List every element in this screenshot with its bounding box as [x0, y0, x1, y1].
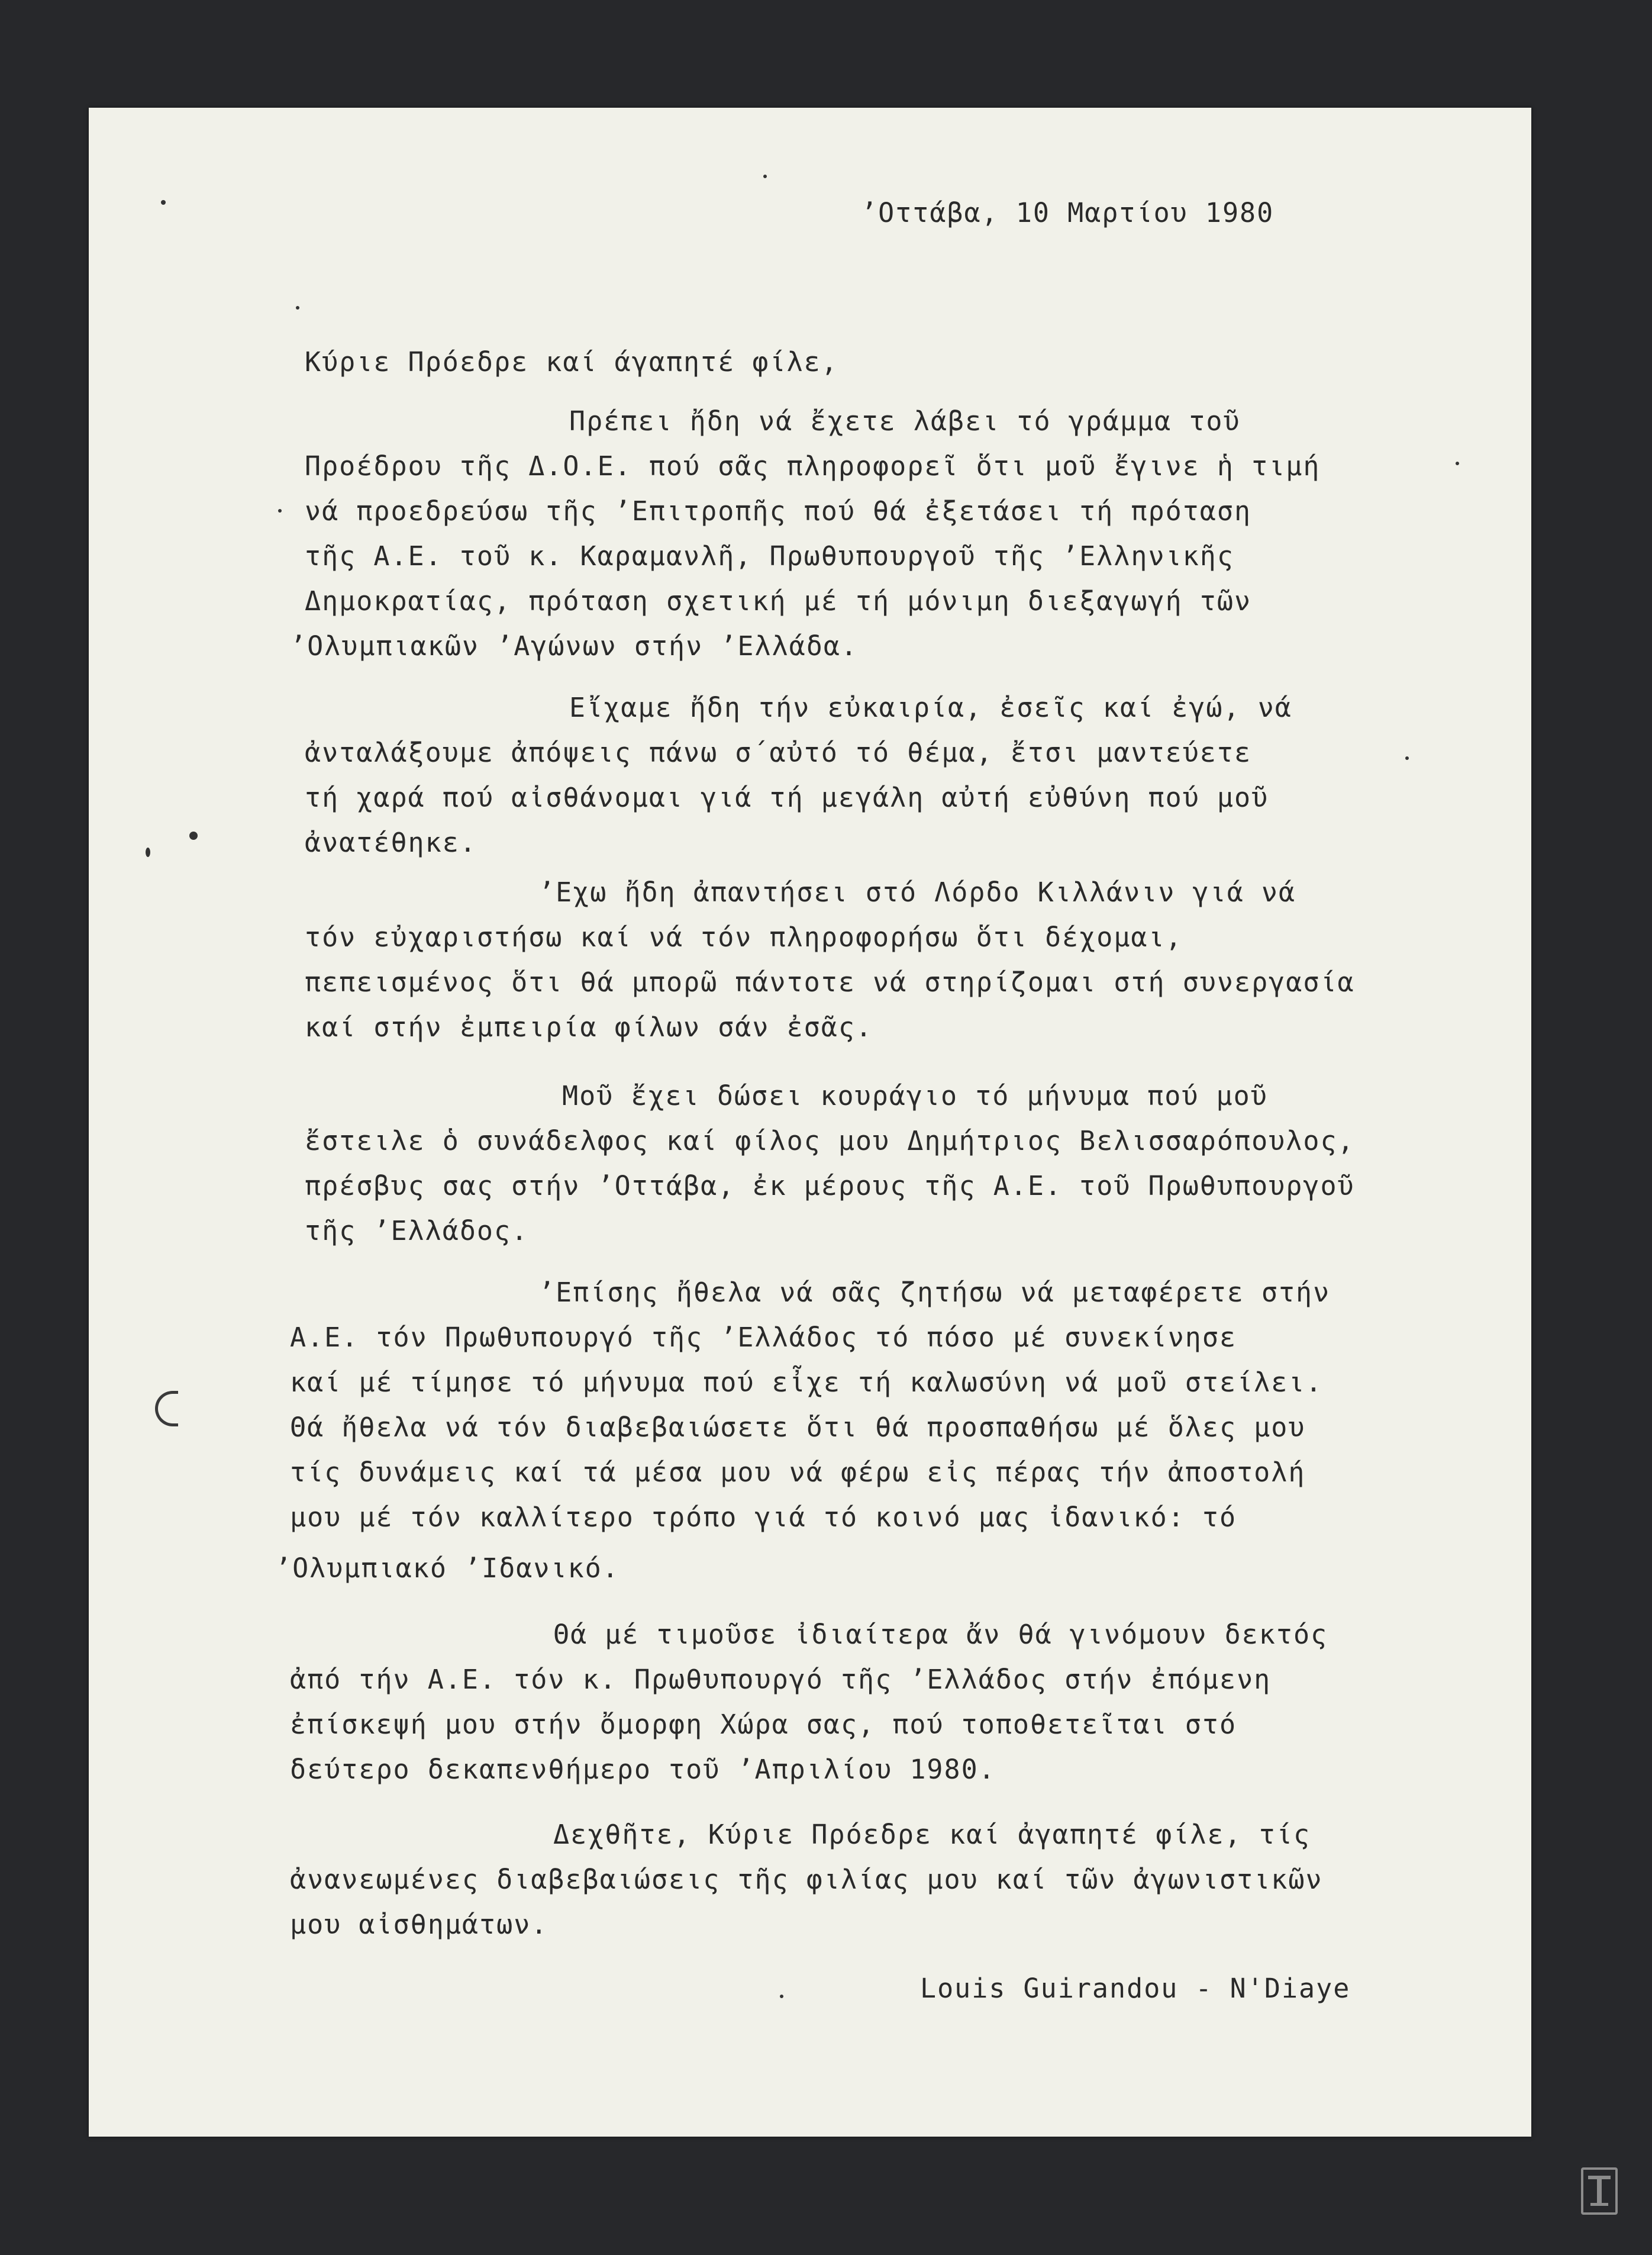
body-line: καί στήν ἐμπειρία φίλων σάν ἐσᾶς. [305, 1011, 873, 1043]
body-line: τῆς ʼΕλλάδος. [305, 1215, 529, 1246]
body-line: ἀπό τήν Α.Ε. τόν κ. Πρωθυπουργό τῆς ʼΕλλάδος στήν ἐπόμενη [290, 1664, 1272, 1695]
body-line: ἀνταλάξουμε ἀπόψεις πάνω σ΄αὐτό τό θέμα, ἔτσι μαντεύετε [305, 737, 1252, 768]
body-line: Θά ἤθελα νά τόν διαβεβαιώσετε ὅτι θά προσπαθήσω μέ ὅλες μου [290, 1412, 1306, 1443]
body-line: νά προεδρεύσω τῆς ʼΕπιτροπῆς πού θά ἐξετάσει τή πρόταση [305, 495, 1252, 527]
body-line: δεύτερο δεκαπενθήμερο τοῦ ʼΑπριλίου 1980. [290, 1754, 996, 1785]
body-line: ἔστειλε ὁ συνάδελφος καί φίλος μου Δημήτριος Βελισσαρόπουλος, [305, 1125, 1355, 1157]
body-line: καί μέ τίμησε τό μήνυμα πού εἶχε τή καλωσύνη νά μοῦ στείλει. [290, 1367, 1323, 1398]
scan-speck [763, 175, 767, 178]
body-line: ʼΟλυμπιακῶν ʼΑγώνων στήν ʼΕλλάδα. [290, 630, 859, 662]
body-line: Δεχθῆτε, Κύριε Πρόεδρε καί ἀγαπητέ φίλε, τίς [553, 1819, 1311, 1850]
scan-speck [1405, 756, 1409, 760]
body-line: Α.Ε. τόν Πρωθυπουργό τῆς ʼΕλλάδος τό πόσο μέ συνεκίνησε [290, 1322, 1237, 1353]
body-line: ʼΕπίσης ἤθελα νά σᾶς ζητήσω νά μεταφέρετε στήν [538, 1277, 1331, 1308]
body-line: ʼΟλυμπιακό ʼΙδανικό. [275, 1552, 620, 1584]
body-line: μου αἰσθημάτων. [290, 1909, 548, 1940]
body-line: πρέσβυς σας στήν ʼΟττάβα, ἐκ μέρους τῆς Α.Ε. τοῦ Πρωθυπουργοῦ [305, 1170, 1355, 1201]
body-line: ἀνατέθηκε. [305, 827, 477, 858]
scan-speck [780, 1995, 783, 1998]
body-line: τή χαρά πού αἰσθάνομαι γιά τή μεγάλη αὐτή εὐθύνη πού μοῦ [305, 782, 1269, 813]
body-line: Δημοκρατίας, πρόταση σχετική μέ τή μόνιμη διεξαγωγή τῶν [305, 585, 1252, 617]
scan-speck [296, 306, 299, 310]
body-line: τόν εὐχαριστήσω καί νά τόν πληροφορήσω ὅτι δέχομαι, [305, 922, 1183, 953]
body-line: τίς δυνάμεις καί τά μέσα μου νά φέρω εἰς πέρας τήν ἀποστολή [290, 1457, 1306, 1488]
body-line: τῆς Α.Ε. τοῦ κ. Καραμανλῆ, Πρωθυπουργοῦ τῆς ʼΕλληνικῆς [305, 540, 1234, 572]
body-line: Προέδρου τῆς Δ.Ο.Ε. πού σᾶς πληροφορεῖ ὅτι μοῦ ἔγινε ἡ τιμή [305, 450, 1321, 482]
scan-speck [146, 848, 150, 857]
dateline: ʼΟττάβα, 10 Μαρτίου 1980 [861, 197, 1275, 228]
body-line: μου μέ τόν καλλίτερο τρόπο γιά τό κοινό μας ἰδανικό: τό [290, 1502, 1237, 1533]
scan-speck [1456, 462, 1459, 465]
scan-speck [278, 509, 282, 513]
body-line: Θά μέ τιμοῦσε ἰδιαίτερα ἄν θά γινόμουν δεκτός [553, 1619, 1328, 1650]
body-line: Εἴχαμε ἤδη τήν εὐκαιρία, ἐσεῖς καί ἐγώ, νά [569, 692, 1292, 723]
scan-speck [189, 832, 198, 840]
body-line: ʼΕχω ἤδη ἀπαντήσει στό Λόρδο Κιλλάνιν γιά νά [538, 877, 1296, 908]
archive-logo-icon [1581, 2167, 1618, 2215]
body-line: Πρέπει ἤδη νά ἔχετε λάβει τό γράμμα τοῦ [569, 405, 1241, 437]
body-line: ἐπίσκεψή μου στήν ὄμορφη Χώρα σας, πού τοποθετεῖται στό [290, 1709, 1237, 1740]
scan-speck [161, 200, 166, 205]
salutation: Κύριε Πρόεδρε καί άγαπητέ φίλε, [305, 346, 838, 378]
body-line: πεπεισμένος ὅτι θά μπορῶ πάντοτε νά στηρίζομαι στή συνεργασία [305, 967, 1355, 998]
body-line: ἀνανεωμένες διαβεβαιώσεις τῆς φιλίας μου καί τῶν ἀγωνιστικῶν [290, 1864, 1323, 1895]
signature: Louis Guirandou - N'Diaye [920, 1973, 1351, 2004]
body-line: Μοῦ ἔχει δώσει κουράγιο τό μήνυμα πού μοῦ [562, 1080, 1268, 1112]
